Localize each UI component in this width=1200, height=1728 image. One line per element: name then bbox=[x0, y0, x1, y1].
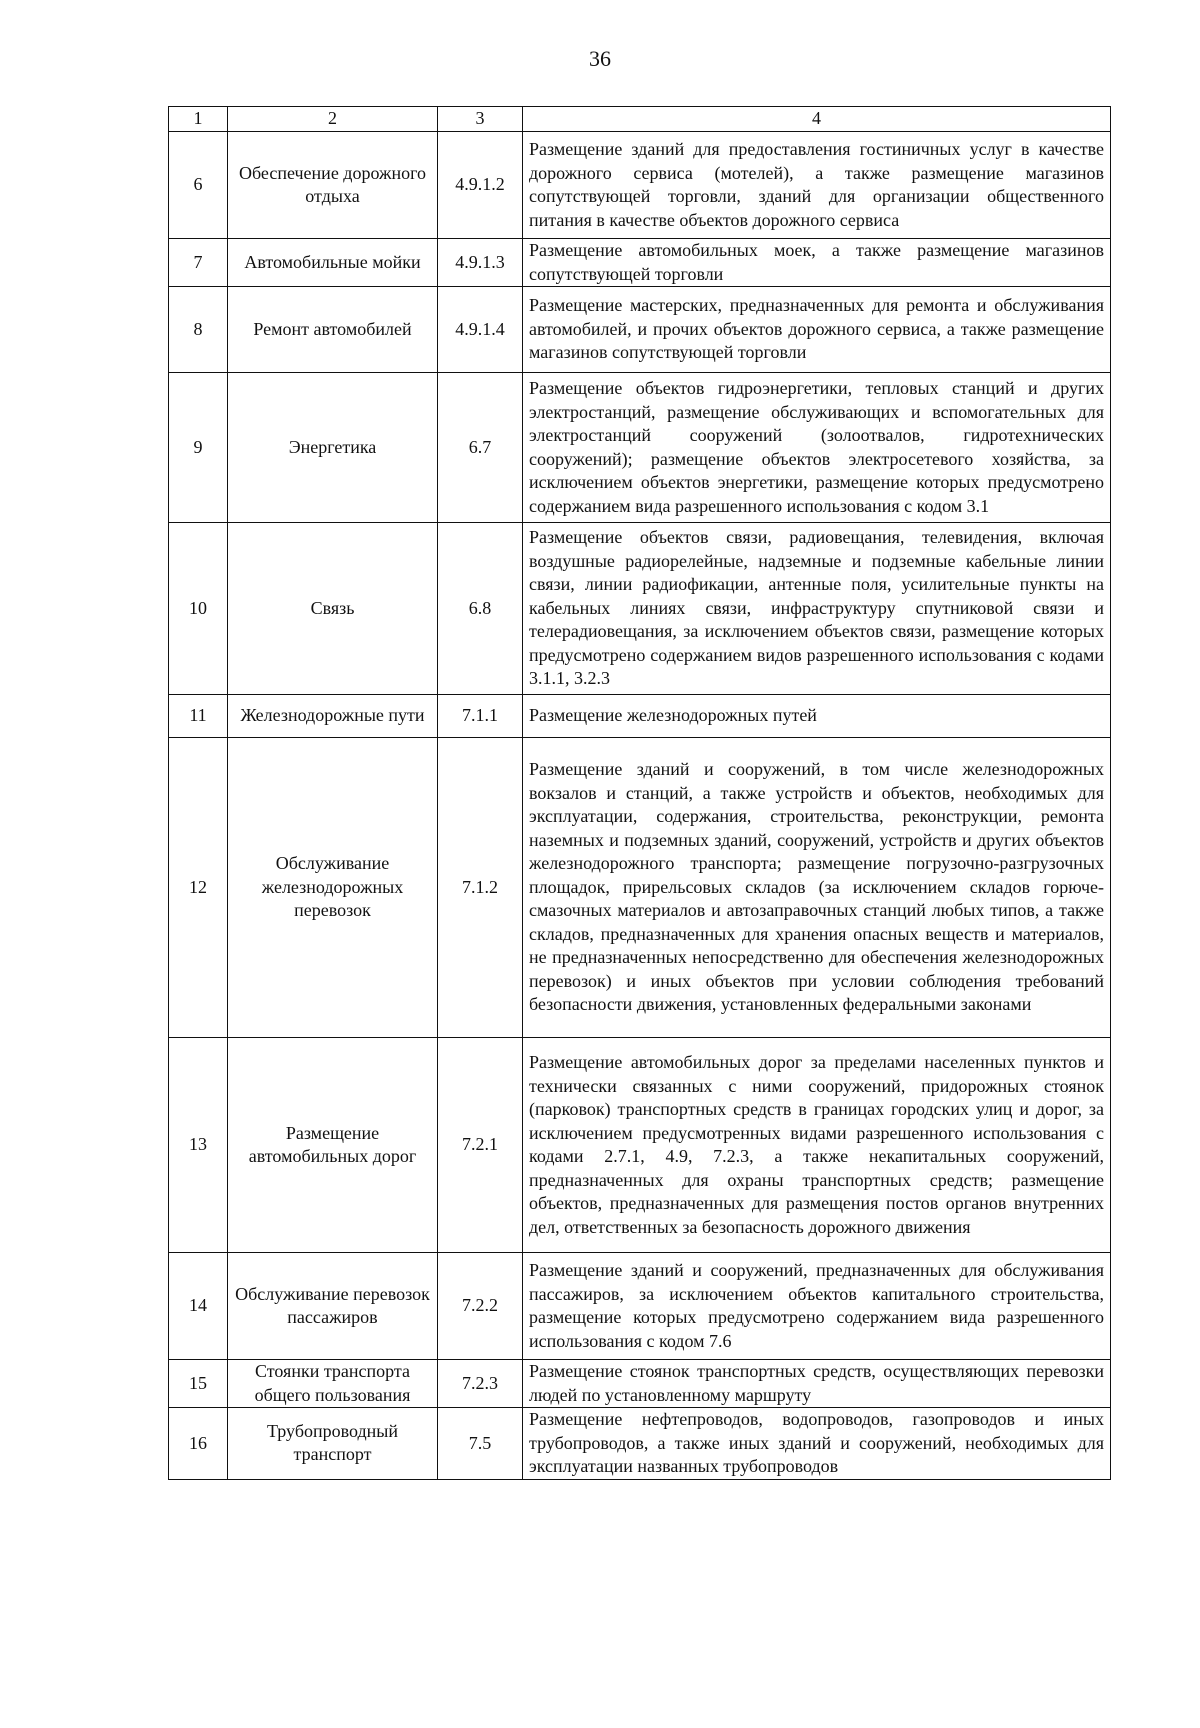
table-row bbox=[169, 373, 1111, 523]
row-name: Обслуживание перевозок пассажиров bbox=[228, 1253, 438, 1360]
table-row bbox=[169, 1408, 1111, 1480]
row-description: Размещение нефтепроводов, водопроводов, газопроводов и иных трубопроводов, а также иных зданий и сооружений, необходимых для эксплуатации названных трубопроводов bbox=[523, 1408, 1111, 1480]
table-row bbox=[169, 523, 1111, 695]
row-description: Размещение железнодорожных путей bbox=[523, 695, 1111, 738]
row-code: 7.1.2 bbox=[438, 738, 523, 1038]
table-row bbox=[169, 239, 1111, 287]
row-number: 14 bbox=[169, 1253, 228, 1360]
header-col-3: 3 bbox=[438, 107, 523, 132]
row-name: Связь bbox=[228, 523, 438, 695]
row-name: Размещение автомобильных дорог bbox=[228, 1038, 438, 1253]
table-row bbox=[169, 1360, 1111, 1408]
table-row bbox=[169, 287, 1111, 373]
row-code: 4.9.1.2 bbox=[438, 132, 523, 239]
table-row bbox=[169, 738, 1111, 1038]
table-row bbox=[169, 695, 1111, 738]
row-description: Размещение зданий и сооружений, в том числе железнодорожных вокзалов и станций, а также устройств и объектов, необходимых для эксплуатации, содержания, строительства, реконструкции, ремонта наземных и подземных зданий, сооружений, устройств и других объектов железнодорожного транспорта; размещение погрузочно-разгрузочных площадок, прирельсовых складов (за исключением складов горюче-смазочных материалов и автозаправочных станций любых типов, а также складов, предназначенных для хранения опасных веществ и материалов, не предназначенных непосредственно для обеспечения железнодорожных перевозок) и иных объектов при условии соблюдения требований безопасности движения, установленных федеральными законами bbox=[523, 738, 1111, 1038]
row-code: 7.1.1 bbox=[438, 695, 523, 738]
row-code: 4.9.1.3 bbox=[438, 239, 523, 287]
row-number: 8 bbox=[169, 287, 228, 373]
row-description: Размещение автомобильных моек, а также размещение магазинов сопутствующей торговли bbox=[523, 239, 1111, 287]
row-number: 6 bbox=[169, 132, 228, 239]
row-description: Размещение объектов связи, радиовещания, телевидения, включая воздушные радиорелейные, надземные и подземные кабельные линии связи, линии радиофикации, антенные поля, усилительные пункты на кабельных линиях связи, инфраструктуру спутниковой связи и телерадиовещания, за исключением объектов связи, размещение которых предусмотрено содержанием видов разрешенного использования с кодами 3.1.1, 3.2.3 bbox=[523, 523, 1111, 695]
row-name: Железнодорожные пути bbox=[228, 695, 438, 738]
row-name: Стоянки транспорта общего пользования bbox=[228, 1360, 438, 1408]
row-number: 9 bbox=[169, 373, 228, 523]
row-name: Ремонт автомобилей bbox=[228, 287, 438, 373]
row-number: 7 bbox=[169, 239, 228, 287]
row-description: Размещение объектов гидроэнергетики, тепловых станций и других электростанций, размещение обслуживающих и вспомогательных для электростанций сооружений (золоотвалов, гидротехнических сооружений); размещение объектов электросетевого хозяйства, за исключением объектов энергетики, размещение которых предусмотрено содержанием вида разрешенного использования с кодом 3.1 bbox=[523, 373, 1111, 523]
header-col-1: 1 bbox=[169, 107, 228, 132]
row-description: Размещение автомобильных дорог за пределами населенных пунктов и технически связанных с ними сооружений, придорожных стоянок (парковок) транспортных средств в границах городских улиц и дорог, за исключением предусмотренных видами разрешенного использования с кодами 2.7.1, 4.9, 7.2.3, а также некапитальных сооружений, предназначенных для охраны транспортных средств; размещение объектов, предназначенных для размещения постов органов внутренних дел, ответственных за безопасность дорожного движения bbox=[523, 1038, 1111, 1253]
row-code: 7.2.2 bbox=[438, 1253, 523, 1360]
row-description: Размещение стоянок транспортных средств, осуществляющих перевозки людей по установленному маршруту bbox=[523, 1360, 1111, 1408]
table-row bbox=[169, 132, 1111, 239]
table-row bbox=[169, 1038, 1111, 1253]
row-number: 15 bbox=[169, 1360, 228, 1408]
page-number: 36 bbox=[589, 46, 611, 71]
row-code: 7.5 bbox=[438, 1408, 523, 1480]
row-name: Энергетика bbox=[228, 373, 438, 523]
row-number: 13 bbox=[169, 1038, 228, 1253]
row-code: 7.2.3 bbox=[438, 1360, 523, 1408]
row-code: 6.7 bbox=[438, 373, 523, 523]
row-name: Обеспечение дорожного отдыха bbox=[228, 132, 438, 239]
header-col-4: 4 bbox=[523, 107, 1111, 132]
row-number: 10 bbox=[169, 523, 228, 695]
table-header-row bbox=[169, 107, 1111, 132]
row-code: 6.8 bbox=[438, 523, 523, 695]
table-row bbox=[169, 1253, 1111, 1360]
row-description: Размещение зданий и сооружений, предназначенных для обслуживания пассажиров, за исключением объектов капитального строительства, размещение которых предусмотрено содержанием вида разрешенного использования с кодом 7.6 bbox=[523, 1253, 1111, 1360]
row-code: 7.2.1 bbox=[438, 1038, 523, 1253]
row-description: Размещение зданий для предоставления гостиничных услуг в качестве дорожного сервиса (мотелей), а также размещение магазинов сопутствующей торговли, зданий для организации общественного питания в качестве объектов дорожного сервиса bbox=[523, 132, 1111, 239]
row-number: 12 bbox=[169, 738, 228, 1038]
row-name: Обслуживание железнодорожных перевозок bbox=[228, 738, 438, 1038]
land-use-table bbox=[168, 106, 1111, 1480]
row-number: 16 bbox=[169, 1408, 228, 1480]
row-number: 11 bbox=[169, 695, 228, 738]
row-description: Размещение мастерских, предназначенных для ремонта и обслуживания автомобилей, и прочих объектов дорожного сервиса, а также размещение магазинов сопутствующей торговли bbox=[523, 287, 1111, 373]
row-code: 4.9.1.4 bbox=[438, 287, 523, 373]
header-col-2: 2 bbox=[228, 107, 438, 132]
row-name: Автомобильные мойки bbox=[228, 239, 438, 287]
row-name: Трубопроводный транспорт bbox=[228, 1408, 438, 1480]
